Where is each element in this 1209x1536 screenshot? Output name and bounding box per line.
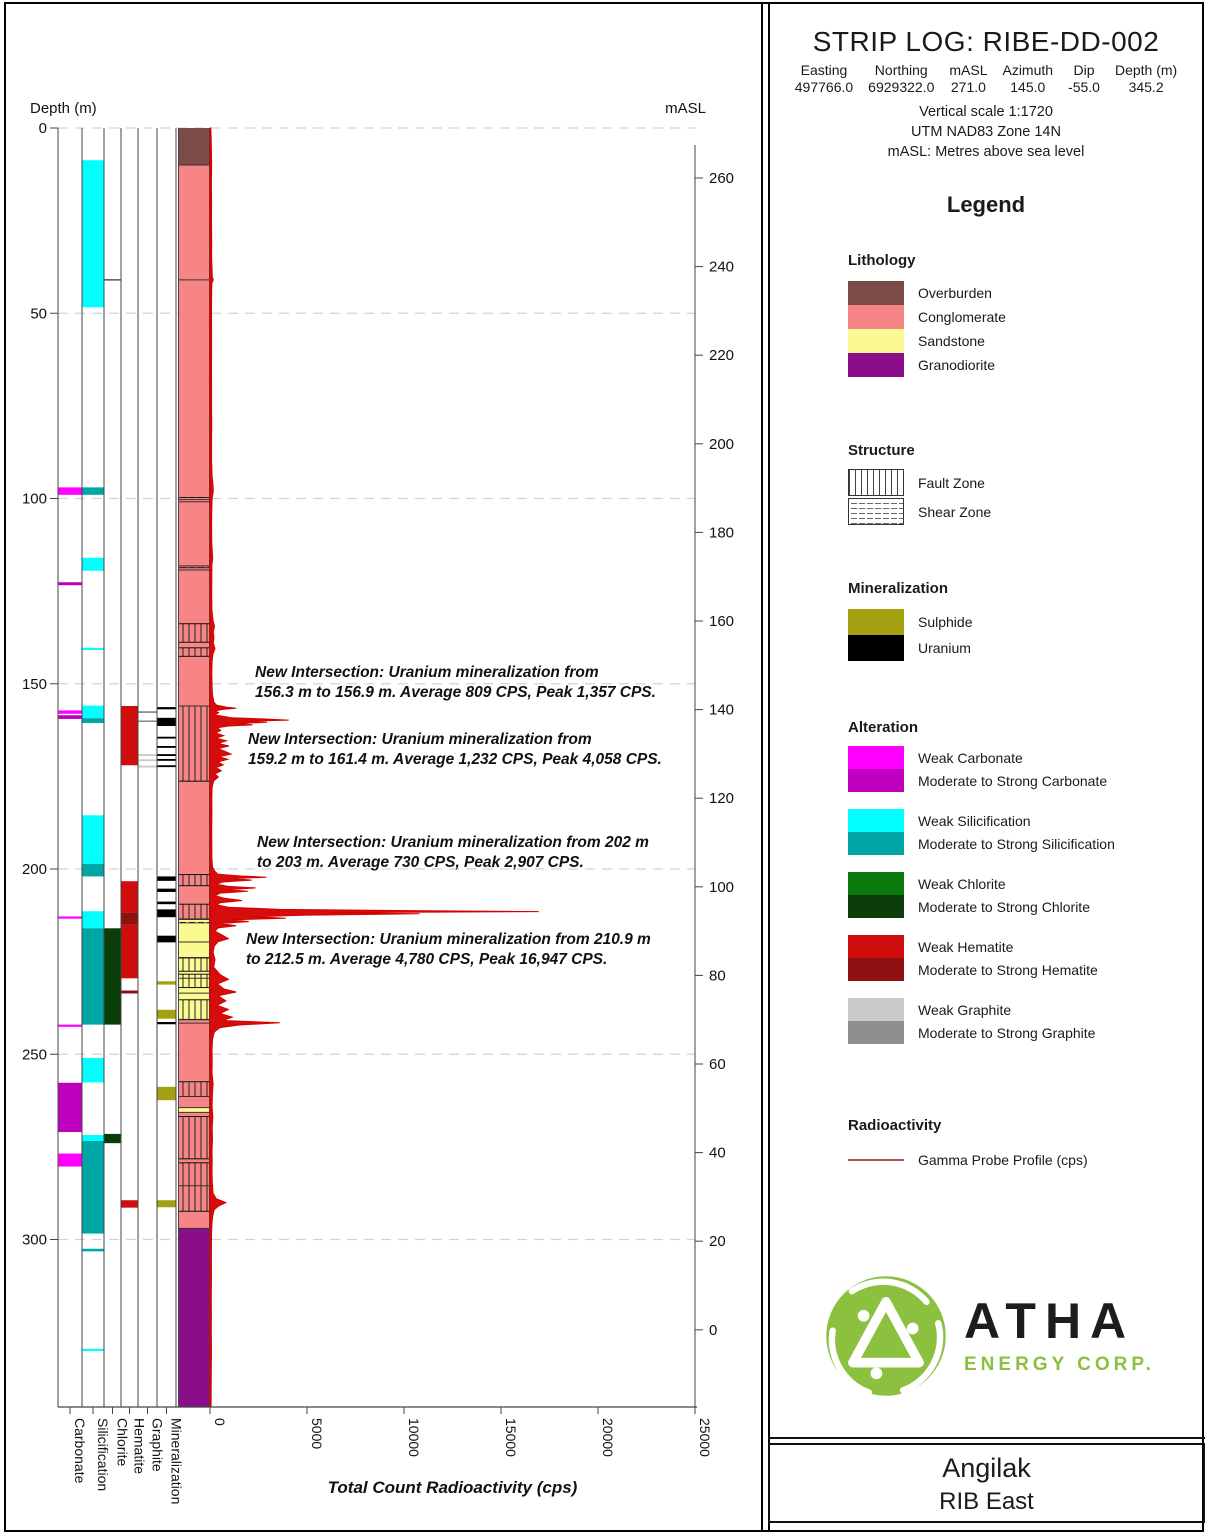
legend-pair xyxy=(848,935,1196,981)
legend-label: Sulphide xyxy=(918,614,973,630)
legend-item xyxy=(848,329,1196,353)
legend-label: Granodiorite xyxy=(918,357,996,373)
uranium-intersection-note-3 xyxy=(257,833,649,874)
legend-section-alteration xyxy=(848,719,1196,1061)
fault-zone xyxy=(179,648,210,657)
mineralization-interval xyxy=(158,876,176,880)
uranium-intersection-note-2 xyxy=(248,730,662,771)
gamma-profile-line-icon xyxy=(848,1159,904,1161)
note-line-1: New Intersection: Uranium mineralization from 210.9 m xyxy=(246,931,651,948)
legend-section-heading: Alteration xyxy=(848,719,919,736)
silicification-interval xyxy=(83,928,104,1024)
cps-axis-title: Total Count Radioactivity (cps) xyxy=(327,1478,578,1497)
legend-pair xyxy=(848,809,1196,855)
legend-label: Moderate to Strong Chlorite xyxy=(918,898,1090,915)
legend-label: Conglomerate xyxy=(918,309,1006,325)
legend-section-heading: Lithology xyxy=(848,252,916,269)
masl-axis xyxy=(695,145,734,1407)
fault-zone xyxy=(179,1000,210,1020)
masl-tick-label: 20 xyxy=(709,1233,726,1251)
collar-field-northing xyxy=(868,62,934,96)
title-block xyxy=(768,1443,1205,1523)
silicification-interval xyxy=(83,558,104,571)
note-line-1: New Intersection: Uranium mineralization from 202 m xyxy=(257,834,649,851)
uranium-intersection-note-1 xyxy=(255,663,656,704)
fault-zone xyxy=(179,974,210,987)
cps-tick-label: 5000 xyxy=(309,1418,325,1450)
legend-item xyxy=(848,635,1196,661)
legend-swatch xyxy=(848,935,904,958)
collar-field-depthm xyxy=(1115,62,1177,96)
carbonate-interval xyxy=(59,916,82,918)
hematite-interval xyxy=(122,1200,138,1207)
masl-tick-label: 160 xyxy=(709,613,735,630)
field-label: Northing xyxy=(874,62,928,78)
legend-item xyxy=(848,998,1196,1021)
legend-pair xyxy=(848,746,1196,792)
masl-tick-label: 0 xyxy=(709,1321,718,1339)
legend-swatch xyxy=(848,809,904,832)
track-label-mineralization: Mineralization xyxy=(168,1418,185,1505)
mineralization-interval xyxy=(158,707,176,709)
masl-axis-title: mASL xyxy=(665,100,706,117)
company-logo xyxy=(822,1272,1198,1400)
graphite-interval xyxy=(139,720,157,722)
field-value: -55.0 xyxy=(1068,79,1100,95)
fault-zone xyxy=(179,904,210,919)
legend-swatch xyxy=(848,469,904,496)
hematite-interval xyxy=(122,925,138,979)
carbonate-interval xyxy=(59,582,82,585)
field-label: Dip xyxy=(1073,62,1095,78)
silicification-interval xyxy=(83,706,104,719)
field-value: 345.2 xyxy=(1128,79,1164,95)
silicification-interval xyxy=(83,1141,104,1234)
legend-swatch xyxy=(848,832,904,855)
legend-item xyxy=(848,872,1196,895)
logo-tagline: ENERGY CORP. xyxy=(964,1354,1155,1375)
masl-tick-label: 80 xyxy=(709,967,726,985)
fault-zone xyxy=(179,1163,210,1212)
depth-tick-label: 250 xyxy=(21,1046,47,1064)
fault-zone xyxy=(179,1116,210,1158)
note-line-2: 159.2 m to 161.4 m. Average 1,232 CPS, Peak 4,058 CPS. xyxy=(248,751,662,769)
silicification-interval xyxy=(83,1135,104,1141)
masl-tick-label: 220 xyxy=(709,347,735,365)
lithology-conglomerate xyxy=(179,165,210,919)
mineralization-interval xyxy=(158,1087,176,1100)
chlorite-interval xyxy=(105,1134,121,1143)
graphite-interval xyxy=(139,766,157,768)
legend-label: Moderate to Strong Silicification xyxy=(918,835,1115,852)
legend-label: Moderate to Strong Graphite xyxy=(918,1024,1096,1041)
bottom-axis xyxy=(58,1407,713,1504)
mineralization-interval xyxy=(158,718,176,726)
field-value: 6929322.0 xyxy=(868,79,935,95)
legend-item xyxy=(848,281,1196,305)
mineralization-interval xyxy=(158,1010,176,1019)
legend-swatch xyxy=(848,769,904,792)
collar-field-dip xyxy=(1068,62,1100,96)
silicification-interval xyxy=(83,815,104,864)
masl-tick-label: 240 xyxy=(709,258,735,276)
field-label: Depth (m) xyxy=(1114,62,1178,78)
field-label: Azimuth xyxy=(1002,62,1054,78)
shear-zone xyxy=(179,919,210,923)
legend-swatch xyxy=(848,895,904,918)
panel-divider xyxy=(761,2,770,1532)
legend-swatch xyxy=(848,872,904,895)
hematite-interval xyxy=(122,991,138,994)
project-name: Angilak xyxy=(942,1453,1031,1483)
legend-item xyxy=(848,746,1196,769)
carbonate-interval xyxy=(59,1154,82,1167)
cps-tick-label: 25000 xyxy=(697,1418,713,1457)
legend-section-lithology xyxy=(848,252,1196,377)
track-label-hematite: Hematite xyxy=(131,1418,148,1475)
field-value: 497766.0 xyxy=(794,79,854,95)
legend-swatch xyxy=(848,1021,904,1044)
masl-tick-label: 260 xyxy=(709,170,735,187)
mineralization-interval xyxy=(158,889,176,892)
depth-tick-label: 0 xyxy=(38,120,47,137)
legend-item xyxy=(848,305,1196,329)
logo-text xyxy=(964,1293,1155,1376)
cps-tick-label: 10000 xyxy=(406,1418,422,1457)
depth-tick-label: 150 xyxy=(21,675,47,693)
legend-pair xyxy=(848,998,1196,1044)
legend-title: Legend xyxy=(946,192,1026,217)
scale-notes xyxy=(770,102,1202,162)
cps-tick-label: 15000 xyxy=(503,1418,519,1457)
lithology-granodiorite xyxy=(179,1228,210,1407)
legend-label: Fault Zone xyxy=(918,474,985,491)
depth-tick-label: 100 xyxy=(21,490,47,508)
lithology-overburden xyxy=(179,128,210,165)
legend-label: Moderate to Strong Hematite xyxy=(918,961,1098,978)
mineralization-interval xyxy=(158,759,176,761)
legend-label: Weak Carbonate xyxy=(918,749,1023,766)
legend-swatch xyxy=(848,353,904,377)
legend-item xyxy=(848,809,1196,832)
track-borders xyxy=(58,128,176,1407)
silicification-interval xyxy=(83,1349,104,1351)
legend-swatch xyxy=(848,746,904,769)
note-line-1: New Intersection: Uranium mineralization from xyxy=(248,731,592,748)
silicification-interval xyxy=(83,1249,104,1252)
legend-swatch xyxy=(848,609,904,635)
graphite-interval xyxy=(139,711,157,713)
field-value: 271.0 xyxy=(950,79,986,95)
mineralization-interval xyxy=(158,754,176,756)
legend-section-heading: Structure xyxy=(848,442,915,459)
silicification-interval xyxy=(83,718,104,723)
note-line-2: to 212.5 m. Average 4,780 CPS, Peak 16,947 CPS. xyxy=(246,951,608,969)
legend-item xyxy=(848,769,1196,792)
legend-label: Weak Chlorite xyxy=(918,875,1006,892)
carbonate-interval xyxy=(59,710,82,713)
track-label-chlorite: Chlorite xyxy=(114,1418,131,1467)
silicification-interval xyxy=(83,911,104,928)
masl-tick-label: 200 xyxy=(709,435,735,453)
silicification-interval xyxy=(83,1058,104,1082)
graphite-interval xyxy=(139,754,157,756)
legend-swatch xyxy=(848,958,904,981)
masl-tick-label: 100 xyxy=(709,878,735,896)
legend-item xyxy=(848,609,1196,635)
collar-field-azimuth xyxy=(1002,62,1053,96)
carbonate-interval xyxy=(59,715,82,719)
legend-label: Gamma Probe Profile (cps) xyxy=(918,1152,1088,1168)
silicification-interval xyxy=(83,864,104,877)
depth-tick-label: 300 xyxy=(21,1231,47,1249)
fault-zone xyxy=(179,624,210,643)
fault-zone xyxy=(179,1082,210,1097)
legend-item xyxy=(848,958,1196,981)
track-label-carbonate: Carbonate xyxy=(72,1418,88,1484)
fault-zone xyxy=(179,706,210,781)
area-name: RIB East xyxy=(939,1488,1034,1515)
legend-label: Weak Silicification xyxy=(918,812,1031,829)
hematite-interval xyxy=(122,881,138,912)
legend-label: Uranium xyxy=(918,640,971,656)
title-block-divider xyxy=(768,1437,1205,1439)
legend-section-heading: Radioactivity xyxy=(848,1117,942,1134)
right-panel xyxy=(770,0,1202,1536)
mineralization-interval xyxy=(158,909,176,917)
mineralization-interval xyxy=(158,936,176,943)
carbonate-interval xyxy=(59,1025,82,1027)
hematite-interval xyxy=(122,912,138,924)
legend-section-radioactivity xyxy=(848,1117,1196,1170)
masl-tick-label: 40 xyxy=(709,1144,726,1162)
depth-tick-label: 200 xyxy=(21,861,47,878)
mineralization-interval xyxy=(158,765,176,767)
legend-item xyxy=(848,1150,1196,1170)
legend-label: Shear Zone xyxy=(918,503,992,520)
track-label-silicification: Silicification xyxy=(95,1418,111,1492)
carbonate-interval xyxy=(59,487,82,494)
depth-axis-title: Depth (m) xyxy=(30,100,97,117)
note-line-1: New Intersection: Uranium mineralization from xyxy=(255,664,599,681)
legend-swatch xyxy=(848,635,904,661)
legend-label: Overburden xyxy=(918,285,992,301)
mineralization-interval xyxy=(158,981,176,984)
legend-swatch xyxy=(848,281,904,305)
mineralization-interval xyxy=(158,902,176,905)
legend-item xyxy=(848,498,1196,525)
legend-item xyxy=(848,469,1196,496)
field-label: Easting xyxy=(800,62,848,78)
mineralization-interval xyxy=(158,1022,176,1024)
depth-tick-label: 50 xyxy=(30,305,47,323)
legend-item xyxy=(848,895,1196,918)
legend-label: Moderate to Strong Carbonate xyxy=(918,772,1108,789)
masl-tick-label: 60 xyxy=(709,1056,726,1073)
legend-section-structure xyxy=(848,442,1196,527)
legend-item xyxy=(848,935,1196,958)
mineralization-interval xyxy=(158,737,176,739)
legend-section-heading: Mineralization xyxy=(848,580,949,597)
chlorite-interval xyxy=(105,928,121,1024)
cps-tick-label: 0 xyxy=(212,1418,228,1426)
mineralization-interval xyxy=(158,746,176,748)
note-vertical-scale: Vertical scale 1:1720 xyxy=(919,104,1053,120)
logo-wordmark: ATHA xyxy=(964,1293,1136,1349)
silicification-interval xyxy=(83,487,104,494)
collar-field-easting xyxy=(795,62,853,96)
track-label-graphite: Graphite xyxy=(149,1418,166,1472)
legend-section-mineralization xyxy=(848,580,1196,661)
lithology-column xyxy=(179,128,210,1407)
note-line-2: to 203 m. Average 730 CPS, Peak 2,907 CPS. xyxy=(257,854,584,872)
legend-swatch xyxy=(848,498,904,525)
note-utm-zone: UTM NAD83 Zone 14N xyxy=(911,124,1061,140)
legend-label: Sandstone xyxy=(918,333,985,349)
collar-info xyxy=(770,62,1202,96)
uranium-intersection-note-4 xyxy=(246,930,651,971)
graphite-interval xyxy=(139,759,157,761)
note-masl-definition: mASL: Metres above sea level xyxy=(887,144,1085,160)
atha-logo-icon xyxy=(822,1272,950,1400)
carbonate-interval xyxy=(59,1083,82,1132)
legend-label: Weak Hematite xyxy=(918,938,1014,955)
field-value: 145.0 xyxy=(1010,79,1046,95)
note-line-2: 156.3 m to 156.9 m. Average 809 CPS, Peak 1,357 CPS. xyxy=(255,684,656,702)
legend-swatch xyxy=(848,998,904,1021)
silicification-interval xyxy=(83,160,104,307)
mineralization-interval xyxy=(158,1200,176,1207)
fault-zone xyxy=(179,958,210,971)
legend-pair xyxy=(848,872,1196,918)
fault-zone xyxy=(179,875,210,886)
silicification-interval xyxy=(83,648,104,650)
masl-tick-label: 180 xyxy=(709,524,735,542)
cps-tick-label: 20000 xyxy=(600,1418,616,1457)
legend-item xyxy=(848,353,1196,377)
legend-item xyxy=(848,832,1196,855)
alteration-track-fills xyxy=(59,160,176,1351)
legend-label: Weak Graphite xyxy=(918,1001,1012,1018)
hematite-interval xyxy=(122,706,138,765)
masl-tick-label: 140 xyxy=(709,701,735,719)
field-label: mASL xyxy=(949,62,988,78)
legend-swatch xyxy=(848,329,904,353)
masl-tick-label: 120 xyxy=(709,790,735,808)
lithology-sandstone xyxy=(179,1108,210,1113)
page-title: STRIP LOG: RIBE-DD-002 xyxy=(812,26,1160,57)
legend-swatch xyxy=(848,305,904,329)
collar-field-masl xyxy=(949,62,987,96)
legend-item xyxy=(848,1021,1196,1044)
